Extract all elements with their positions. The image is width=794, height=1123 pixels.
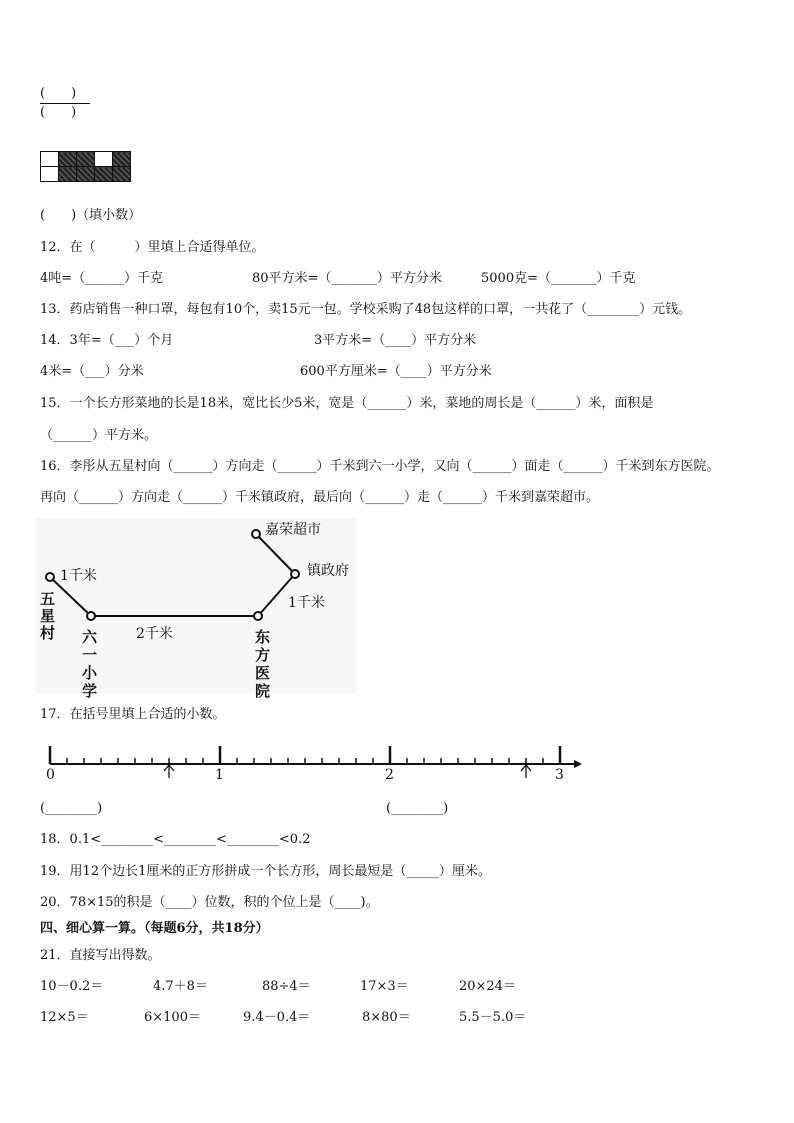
label-dongfang-1: 东 <box>255 628 271 646</box>
q14-item-b: 3平方米=（____）平方分米 <box>314 333 477 348</box>
shaded-grid-figure <box>40 151 131 182</box>
fraction-denominator: ( ) <box>40 105 77 120</box>
fraction-numerator: ( ) <box>40 86 77 101</box>
q18-text: 18．0.1<________<________<________<0.2 <box>40 832 311 847</box>
tick-label-3: 3 <box>555 767 564 783</box>
node-liuyi <box>87 612 95 620</box>
label-liuyi-3: 小 <box>82 664 98 682</box>
calc-item: 9.4－0.4＝ <box>243 1010 311 1025</box>
q12-item-b: 80平方米=（_______）平方分米 <box>252 271 442 286</box>
label-km1-left: 1千米 <box>60 568 97 584</box>
grid-cell <box>95 152 113 167</box>
grid-cell-shaded <box>113 167 131 182</box>
node-dongfang <box>254 612 262 620</box>
fraction-bar <box>40 103 90 104</box>
label-dongfang-3: 医 <box>255 664 271 682</box>
calc-item: 88÷4＝ <box>262 979 311 994</box>
q15-line2: （______）平方米。 <box>40 428 158 443</box>
tick-label-0: 0 <box>46 767 55 783</box>
arrow-marker-left <box>164 765 174 778</box>
calc-item: 12×5＝ <box>40 1010 89 1025</box>
calc-item: 20×24＝ <box>459 979 516 994</box>
calc-item: 17×3＝ <box>360 979 409 994</box>
grid-cell-shaded <box>77 167 95 182</box>
number-line-arrowhead <box>574 760 582 768</box>
q20-text: 20．78×15的积是（____）位数，积的个位上是（____)。 <box>40 895 379 910</box>
label-liuyi-4: 学 <box>82 682 98 698</box>
route-map <box>36 518 366 698</box>
arrow-marker-right <box>521 765 531 778</box>
q14-item-c: 4米=（___）分米 <box>40 364 144 379</box>
q12-title: 12．在（ ）里填上合适得单位。 <box>40 240 265 255</box>
label-dongfang-4: 院 <box>255 682 271 698</box>
q12-item-a: 4吨=（______）千克 <box>40 271 164 286</box>
grid-cell-shaded <box>59 152 77 167</box>
grid-cell-shaded <box>95 167 113 182</box>
q21-title: 21．直接写出得数。 <box>40 948 161 963</box>
q15-line1: 15．一个长方形菜地的长是18米，宽比长少5米，宽是（______）米，菜地的周长是（______）米，面积是 <box>40 396 654 411</box>
grid-cell <box>41 167 59 182</box>
calc-item: 4.7＋8＝ <box>153 979 208 994</box>
grid-cell-shaded <box>59 167 77 182</box>
q19-text: 19．用12个边长1厘米的正方形拼成一个长方形，周长最短是（_____）厘米。 <box>40 864 491 879</box>
label-wuxing-3: 村 <box>40 624 56 642</box>
label-wuxing-1: 五 <box>40 590 56 608</box>
node-jiarong <box>252 530 260 538</box>
label-jiarong: 嘉荣超市 <box>265 522 321 538</box>
q12-item-c: 5000克=（_______）千克 <box>481 271 636 286</box>
calc-item: 6×100＝ <box>144 1010 201 1025</box>
grid-cell-shaded <box>77 152 95 167</box>
calc-item: 10－0.2＝ <box>40 979 104 994</box>
grid-cell <box>41 152 59 167</box>
label-zhenzhengfu: 镇政府 <box>307 563 349 579</box>
label-dongfang-2: 方 <box>255 646 271 664</box>
label-km1-right: 1千米 <box>288 595 325 611</box>
q16-line1: 16．李彤从五星村向（______）方向走（______）千米到六一小学，又向（______）面走（______）千米到东方医院。 <box>40 459 720 474</box>
q14-item-d: 600平方厘米=（____）平方分米 <box>300 364 492 379</box>
tick-label-2: 2 <box>385 767 394 783</box>
calc-item: 5.5－5.0＝ <box>459 1010 527 1025</box>
label-liuyi-2: 一 <box>82 646 98 664</box>
q16-line2: 再向（______）方向走（______）千米镇政府，最后向（______）走（______）千米到嘉荣超市。 <box>40 490 600 505</box>
tick-label-1: 1 <box>215 767 224 783</box>
q17-blank-left: (________) <box>40 801 103 816</box>
q17-blank-right: (________) <box>386 801 449 816</box>
calc-item: 8×80＝ <box>362 1010 411 1025</box>
q14-item-a: 14．3年=（___）个月 <box>40 333 174 348</box>
q13-text: 13．药店销售一种口罩，每包有10个，卖15元一包。学校采购了48包这样的口罩，一共花了（________）元钱。 <box>40 302 692 317</box>
q11-answer-blank: ( )（填小数） <box>40 208 142 223</box>
label-km2: 2千米 <box>136 626 173 642</box>
fraction-blank <box>40 86 90 121</box>
section-heading: 四、细心算一算。（每题6分，共18分） <box>40 921 269 936</box>
number-line <box>36 740 596 785</box>
node-zhenzhengfu <box>291 570 299 578</box>
label-liuyi-1: 六 <box>82 628 98 646</box>
grid-cell-shaded <box>113 152 131 167</box>
node-wuxing <box>46 573 54 581</box>
label-wuxing-2: 星 <box>40 607 56 625</box>
q17-title: 17．在括号里填上合适的小数。 <box>40 707 226 722</box>
